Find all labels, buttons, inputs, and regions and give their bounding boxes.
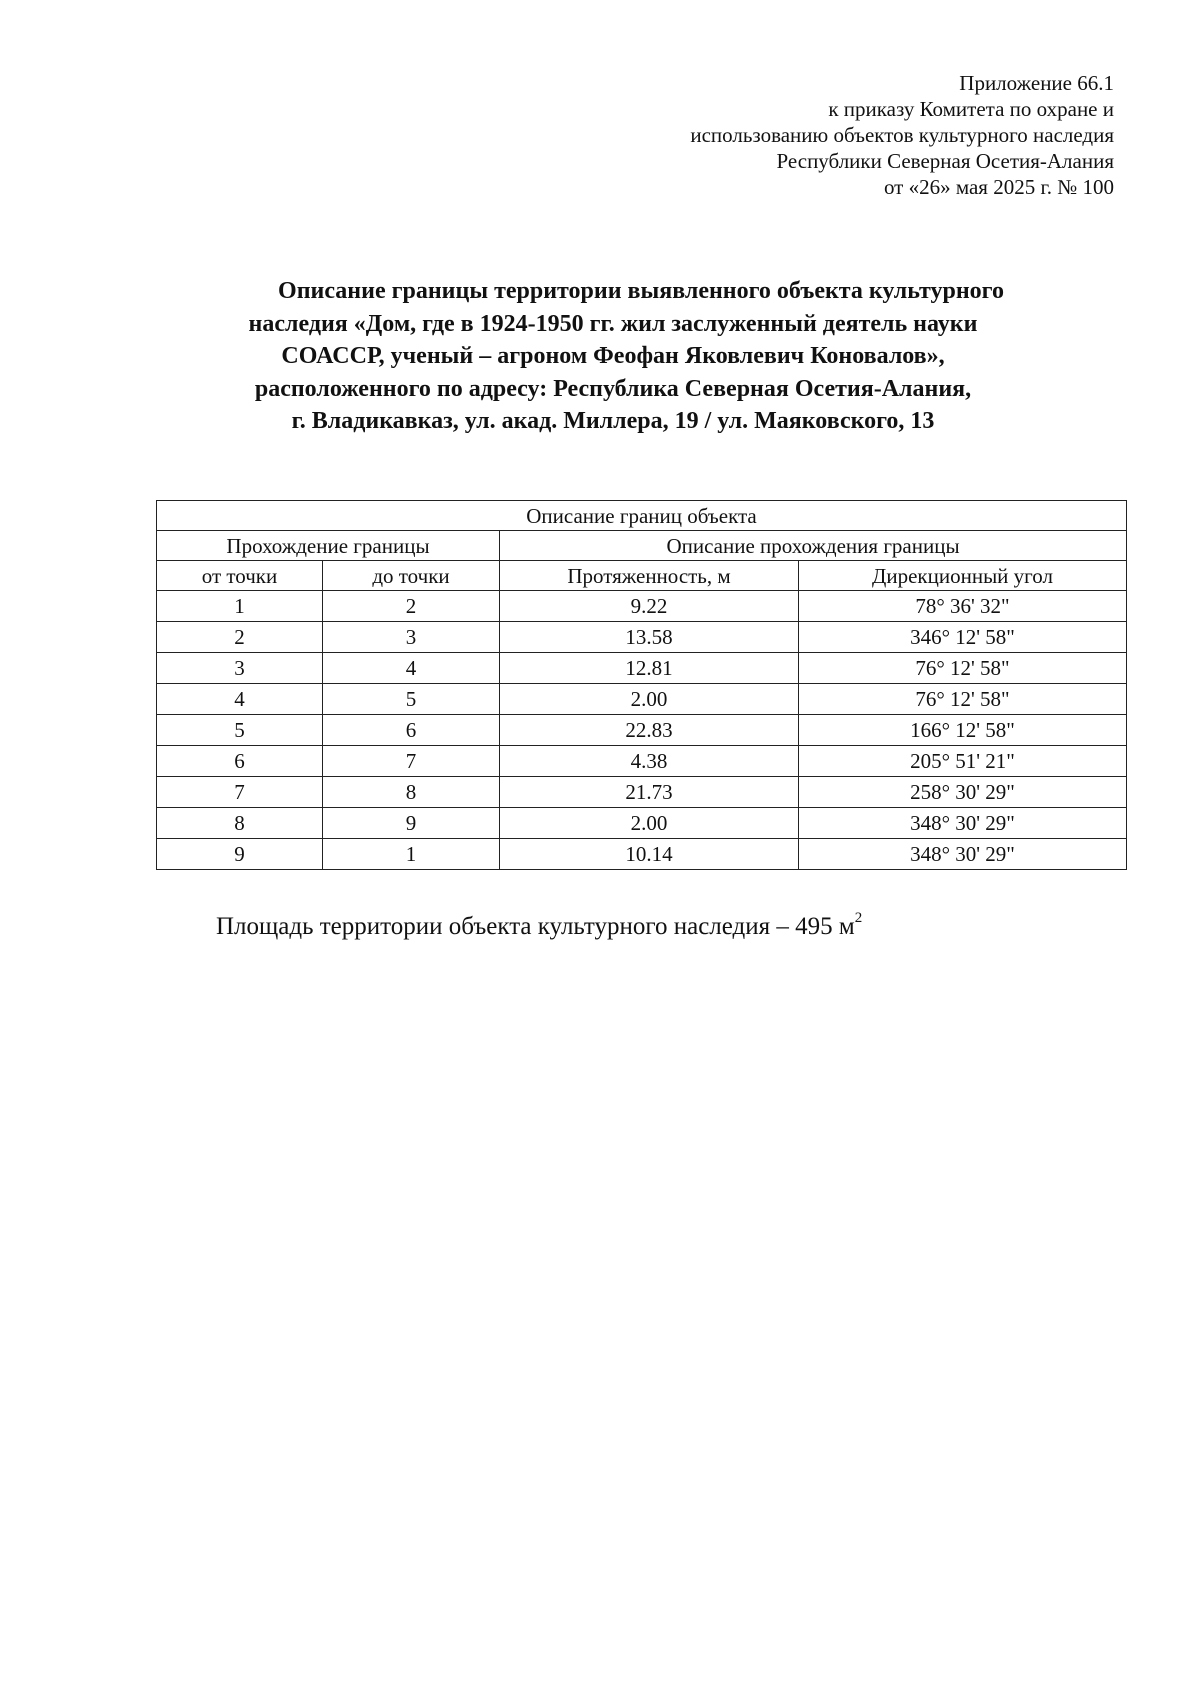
cell-direction-angle: 348° 30' 29" bbox=[799, 839, 1127, 870]
cell-direction-angle: 166° 12' 58" bbox=[799, 715, 1127, 746]
cell-direction-angle: 78° 36' 32" bbox=[799, 591, 1127, 622]
cell-from-point: 6 bbox=[157, 746, 323, 777]
column-header-length: Протяженность, м bbox=[500, 561, 799, 591]
cell-to-point: 4 bbox=[323, 653, 500, 684]
table-row bbox=[157, 591, 1127, 622]
cell-to-point: 3 bbox=[323, 622, 500, 653]
appendix-line: использованию объектов культурного наследия bbox=[690, 123, 1114, 147]
cell-length: 10.14 bbox=[500, 839, 799, 870]
cell-length: 4.38 bbox=[500, 746, 799, 777]
cell-direction-angle: 346° 12' 58" bbox=[799, 622, 1127, 653]
table-row bbox=[157, 715, 1127, 746]
appendix-line: Республики Северная Осетия-Алания bbox=[776, 149, 1114, 173]
table-row bbox=[157, 653, 1127, 684]
cell-from-point: 8 bbox=[157, 808, 323, 839]
cell-direction-angle: 348° 30' 29" bbox=[799, 808, 1127, 839]
cell-to-point: 5 bbox=[323, 684, 500, 715]
cell-direction-angle: 258° 30' 29" bbox=[799, 777, 1127, 808]
cell-direction-angle: 205° 51' 21" bbox=[799, 746, 1127, 777]
cell-from-point: 4 bbox=[157, 684, 323, 715]
cell-from-point: 3 bbox=[157, 653, 323, 684]
area-statement bbox=[216, 910, 862, 944]
cell-from-point: 7 bbox=[157, 777, 323, 808]
title-line: Описание границы территории выявленного объекта культурного bbox=[278, 278, 1004, 304]
column-header-direction-angle: Дирекционный угол bbox=[799, 561, 1127, 591]
title-line: г. Владикавказ, ул. акад. Миллера, 19 / ул. Маяковского, 13 bbox=[291, 408, 935, 434]
appendix-line: от «26» мая 2025 г. № 100 bbox=[883, 175, 1114, 199]
cell-from-point: 2 bbox=[157, 622, 323, 653]
table-caption: Описание границ объекта bbox=[157, 501, 1127, 531]
title-line: СОАССР, ученый – агроном Феофан Яковлевич Коновалов», bbox=[281, 343, 945, 369]
table-row bbox=[157, 622, 1127, 653]
cell-to-point: 9 bbox=[323, 808, 500, 839]
cell-length: 13.58 bbox=[500, 622, 799, 653]
table-row bbox=[157, 808, 1127, 839]
cell-length: 9.22 bbox=[500, 591, 799, 622]
table-column-header-row bbox=[157, 561, 1127, 591]
title-line: наследия «Дом, где в 1924-1950 гг. жил заслуженный деятель науки bbox=[248, 310, 978, 337]
cell-length: 2.00 bbox=[500, 808, 799, 839]
cell-direction-angle: 76° 12' 58" bbox=[799, 684, 1127, 715]
table-row bbox=[157, 839, 1127, 870]
table-body bbox=[157, 591, 1127, 870]
table-caption-row bbox=[157, 501, 1127, 531]
column-header-to-point: до точки bbox=[323, 561, 500, 591]
title-line: расположенного по адресу: Республика Северная Осетия-Алания, bbox=[254, 375, 972, 402]
table-row bbox=[157, 746, 1127, 777]
document-title bbox=[140, 275, 1086, 438]
cell-to-point: 6 bbox=[323, 715, 500, 746]
cell-to-point: 1 bbox=[323, 839, 500, 870]
area-superscript: 2 bbox=[854, 910, 863, 926]
cell-to-point: 8 bbox=[323, 777, 500, 808]
appendix-line: Приложение 66.1 bbox=[959, 71, 1114, 95]
appendix-line: к приказу Комитета по охране и bbox=[828, 97, 1114, 121]
cell-direction-angle: 76° 12' 58" bbox=[799, 653, 1127, 684]
column-header-from-point: от точки bbox=[157, 561, 323, 591]
group-header-description: Описание прохождения границы bbox=[500, 531, 1127, 561]
boundary-table bbox=[156, 500, 1127, 870]
group-header-passage: Прохождение границы bbox=[157, 531, 500, 561]
cell-from-point: 5 bbox=[157, 715, 323, 746]
cell-length: 22.83 bbox=[500, 715, 799, 746]
cell-to-point: 2 bbox=[323, 591, 500, 622]
cell-length: 2.00 bbox=[500, 684, 799, 715]
table-group-header-row bbox=[157, 531, 1127, 561]
area-text: Площадь территории объекта культурного наследия – 495 м bbox=[216, 913, 855, 940]
cell-length: 12.81 bbox=[500, 653, 799, 684]
table-row bbox=[157, 684, 1127, 715]
table-row bbox=[157, 777, 1127, 808]
cell-to-point: 7 bbox=[323, 746, 500, 777]
cell-length: 21.73 bbox=[500, 777, 799, 808]
cell-from-point: 9 bbox=[157, 839, 323, 870]
cell-from-point: 1 bbox=[157, 591, 323, 622]
appendix-header bbox=[690, 70, 1114, 200]
